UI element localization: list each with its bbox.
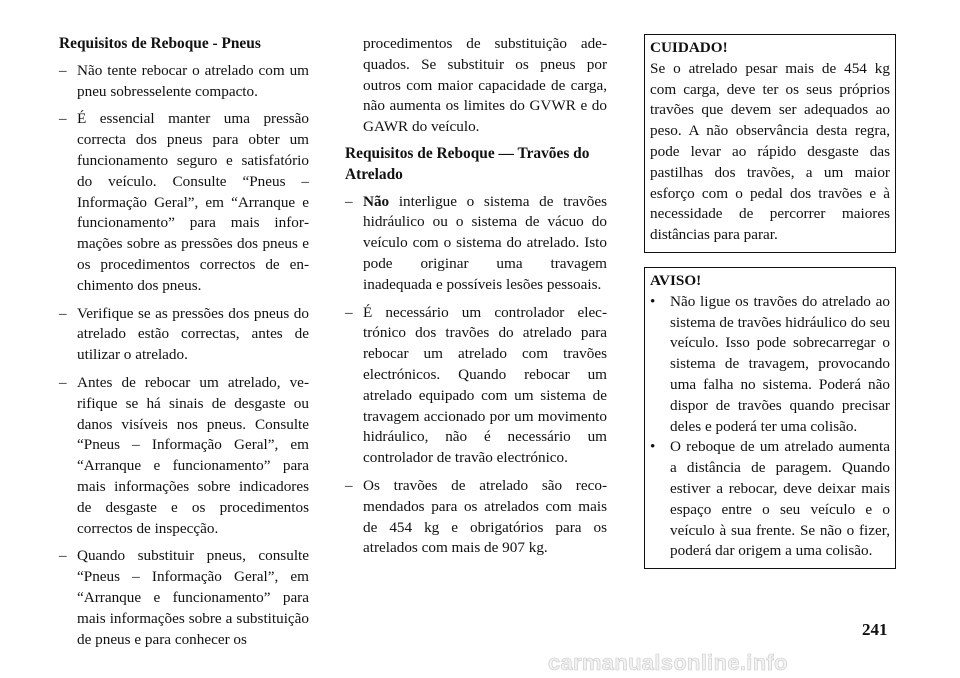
- list-item-text: Não tente rebocar o atrelado com um pneu sobresselente compacto.: [77, 61, 309, 100]
- bullet-item-text: O reboque de um atrelado aumenta a distância de paragem. Quando estiver a rebocar, deve deixar mais espaço entre o seu veículo e o veículo à sua frente. Se não o fizer, poderá dar origem a uma colisão.: [670, 438, 890, 560]
- list-item-text: Verifique se as pressões dos pneus do atrelado estão correctas, antes de utilizar o atrelado.: [77, 304, 309, 364]
- dash-marker: –: [59, 61, 67, 79]
- bullet-item: [650, 437, 890, 562]
- dash-marker: –: [345, 476, 353, 494]
- list-item: [345, 192, 607, 296]
- bullet-marker: •: [650, 292, 656, 310]
- column-right: [644, 34, 896, 569]
- list-item: [59, 546, 309, 650]
- list-item: [59, 373, 309, 539]
- list-item-text: É necessário um controlador electrónico dos travões do atrelado para rebocar um atrelado com travões electrónicos. Quando rebocar um atrelado equipado com um sistema de travagem accionado por um movimento hidráulico, não é necessário um controlador de travão electrónico.: [363, 303, 607, 467]
- dash-marker: –: [345, 192, 353, 210]
- section-heading-tires: Requisitos de Reboque - Pneus: [59, 35, 261, 52]
- list-item-text: Antes de rebocar um atrelado, verifique se há sinais de desgaste ou danos visíveis nos pneus. Consulte “Pneus – Informação Geral”, em “Arranque e funcionamento” para mais informações sobre indicadores de desgaste e os procedimentos correctos de inspecção.: [77, 373, 309, 537]
- list-item: [59, 304, 309, 366]
- caution-box: [644, 34, 896, 253]
- column-middle: [345, 34, 607, 566]
- list-item: [59, 61, 309, 103]
- emphasis-text: Não: [363, 192, 390, 210]
- dash-marker: –: [59, 304, 67, 322]
- page-number: 241: [862, 620, 888, 639]
- dash-marker: –: [59, 373, 67, 391]
- warning-title: AVISO!: [650, 271, 702, 289]
- list-item: [345, 303, 607, 469]
- watermark: carmanualsonline.info: [548, 650, 788, 675]
- list-item-text: Quando substituir pneus, consulte “Pneus – Informação Geral”, em “Arranque e funcionamento” para mais informações sobre a substituição de pneus e para conhecer os: [77, 547, 309, 648]
- list-item: [59, 109, 309, 296]
- section-heading-trailer-brakes: Requisitos de Reboque — Travões do Atrelado: [345, 144, 590, 183]
- continued-paragraph: procedimentos de substituição adequados. Se substituir os pneus por outros com maior capacidade de carga, não aumenta os limites do GVWR e do GAWR do veículo.: [363, 35, 607, 136]
- bullet-marker: •: [650, 438, 656, 456]
- dash-marker: –: [59, 547, 67, 565]
- caution-title: CUIDADO!: [650, 39, 728, 56]
- list-item-text: interligue o sistema de travões hidráulico ou o sistema de vácuo do veículo com o sistema do atrelado. Isto pode originar uma travagem inadequada e possíveis lesões pessoais.: [363, 192, 607, 293]
- bullet-item-text: Não ligue os travões do atrelado ao sistema de travões hidráulico do seu veículo. Isso pode sobrecarregar o sistema de travagem, provocando uma falha no sistema. Poderá não dispor de travões quando precisar deles e poderá ter uma colisão.: [670, 292, 890, 435]
- bullet-item: [650, 292, 890, 438]
- caution-text: Se o atrelado pesar mais de 454 kg com carga, deve ter os seus próprios travões que devem ser adequados ao peso. A não observância desta regra, pode levar ao rápido desgaste das pastilhas dos travões, a um maior esforço com o pedal dos travões e à necessidade de percorrer maiores distâncias para parar.: [650, 59, 890, 244]
- dash-marker: –: [345, 303, 353, 321]
- column-left: [59, 34, 309, 657]
- list-item-text: É essencial manter uma pressão correcta dos pneus para obter um funcionamento seguro e satisfatório do veículo. Consulte “Pneus – Informação Geral”, em “Arranque e funcionamento” para mais informações sobre as pressões dos pneus e os procedimentos correctos de enchimento dos pneus.: [77, 110, 309, 294]
- list-item-text: Os travões de atrelado são recomendados para os atrelados com mais de 454 kg e obrigatórios para os atrelados com mais de 907 kg.: [363, 476, 607, 557]
- list-item: [345, 476, 607, 559]
- warning-box: [644, 267, 896, 569]
- dash-marker: –: [59, 110, 67, 128]
